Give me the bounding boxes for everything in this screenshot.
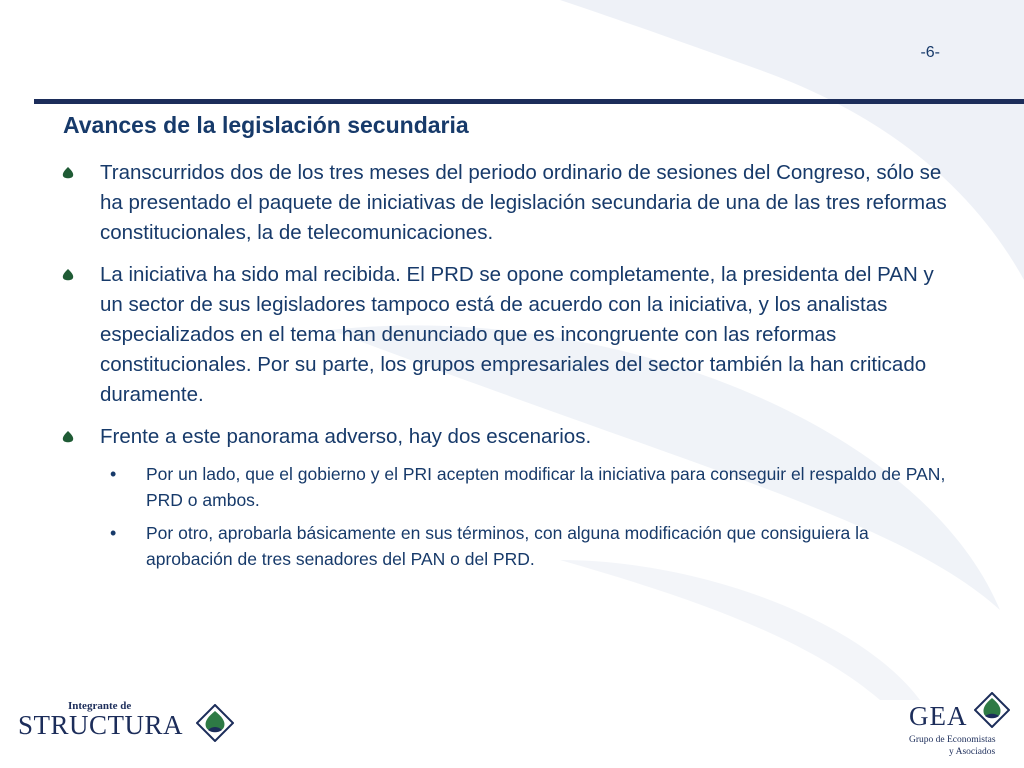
slide-content [62, 158, 952, 579]
leaf-bullet-icon [62, 158, 100, 179]
header-divider [34, 99, 1024, 104]
dot-bullet-icon: • [110, 523, 117, 543]
gea-emblem-icon [974, 692, 1010, 728]
page-number: -6- [920, 44, 940, 61]
bullet-item [62, 260, 952, 410]
leaf-bullet-icon [62, 260, 100, 281]
gea-subtitle-line2: y Asociados [949, 747, 996, 757]
gea-subtitle-line1: Grupo de Economistas [909, 735, 996, 745]
sub-bullet-text: Por otro, aprobarla básicamente en sus términos, con alguna modificación que consiguiera la aprobación de tres senadores del PAN o del PRD. [146, 523, 869, 569]
sub-bullet-list [110, 461, 952, 572]
gea-logo [903, 692, 1015, 760]
bullet-item [62, 422, 952, 452]
bullet-text: La iniciativa ha sido mal recibida. El PRD se opone completamente, la presidenta del PAN y un sector de sus legisladores tampoco está de acuerdo con la iniciativa, y los analistas especializados en el tema han denunciado que es incongruente con las reformas constitucionales. Por su parte, los grupos empresariales del sector también la han criticado duramente. [100, 263, 934, 406]
structura-emblem-icon [196, 704, 234, 742]
sub-bullet-item [110, 520, 952, 572]
dot-bullet-icon: • [110, 464, 117, 484]
bullet-text: Frente a este panorama adverso, hay dos escenarios. [100, 425, 592, 448]
structura-tagline: Integrante de [68, 700, 132, 712]
gea-wordmark: GEA [909, 701, 968, 731]
structura-wordmark: STRUCTURA [18, 710, 184, 740]
sub-bullet-item [110, 461, 952, 513]
bullet-item [62, 158, 952, 248]
slide-title: Avances de la legislación secundaria [63, 112, 469, 138]
bullet-text: Transcurridos dos de los tres meses del periodo ordinario de sesiones del Congreso, sólo se ha presentado el paquete de iniciativas de legislación secundaria de una de las tres reformas constitucionales, la de telecomunicaciones. [100, 161, 947, 244]
leaf-bullet-icon [62, 422, 100, 443]
sub-bullet-text: Por un lado, que el gobierno y el PRI acepten modificar la iniciativa para conseguir el respaldo de PAN, PRD o ambos. [146, 464, 946, 510]
